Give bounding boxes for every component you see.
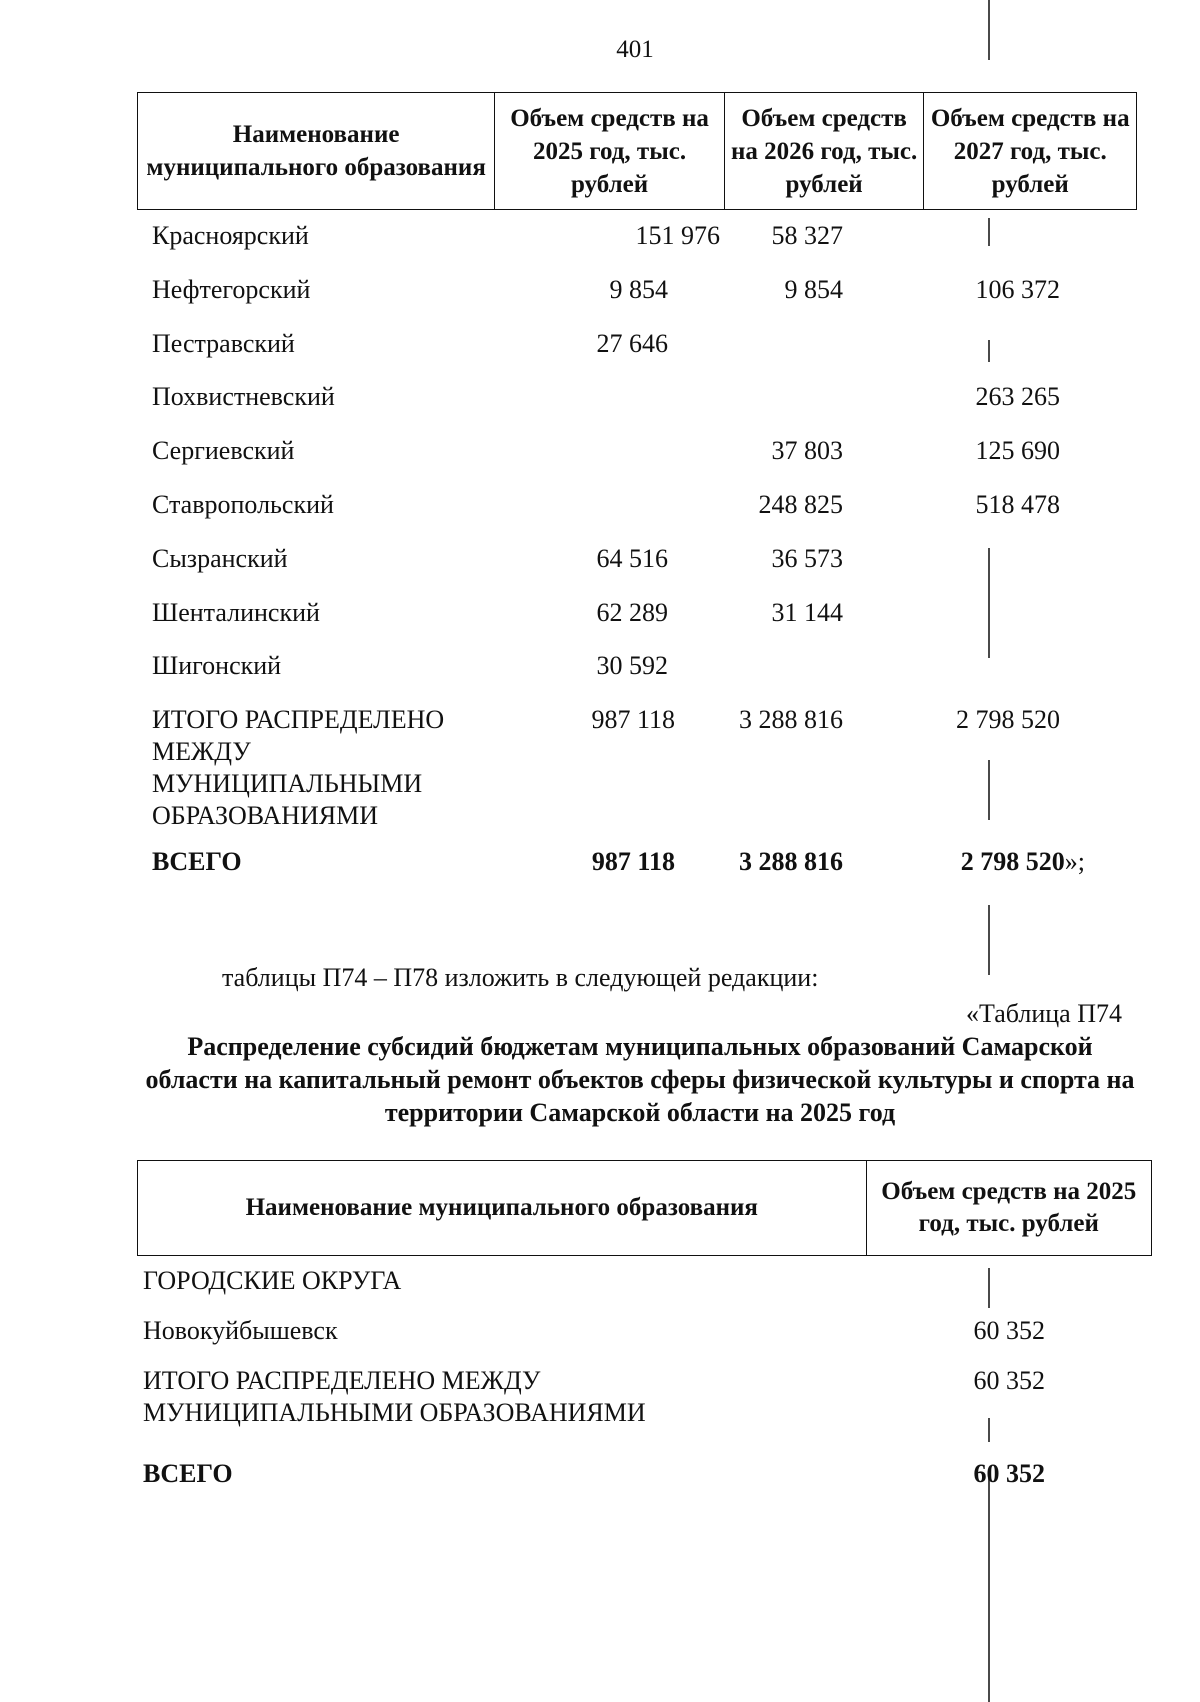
table-row bbox=[0, 1315, 1200, 1365]
value-2026: 37 803 bbox=[771, 436, 843, 466]
page-number: 401 bbox=[616, 36, 654, 63]
grand-total-label: ВСЕГО bbox=[152, 847, 242, 877]
grand-total-2027: 2 798 520 bbox=[960, 847, 1065, 877]
row-name: Нефтегорский bbox=[152, 274, 311, 304]
table1-header-2027: Объем средств на 2027 год, тыс. рублей bbox=[930, 104, 1130, 198]
scan-artifact-line bbox=[988, 905, 990, 975]
row-name: Новокуйбышевск bbox=[143, 1316, 338, 1345]
value-2026: 31 144 bbox=[771, 597, 843, 627]
table-row bbox=[0, 381, 1200, 435]
table1-grand-total bbox=[0, 846, 1200, 886]
value-2027: 2 798 520 bbox=[956, 705, 1060, 735]
row-name: Похвистневский bbox=[152, 382, 335, 412]
section-label: ГОРОДСКИЕ ОКРУГА bbox=[143, 1266, 402, 1295]
table2-header-name: Наименование муниципального образования bbox=[138, 1161, 867, 1255]
table-row bbox=[0, 650, 1200, 704]
row-name: Сергиевский bbox=[152, 436, 295, 466]
value-2025: 151 976 bbox=[635, 221, 720, 250]
table1-header-2025: Объем средств на 2025 год, тыс. рублей bbox=[495, 93, 725, 209]
scan-artifact-line bbox=[988, 1478, 990, 1702]
table-row bbox=[0, 489, 1200, 543]
table2-header bbox=[137, 1160, 1152, 1256]
total-label: ИТОГО РАСПРЕДЕЛЕНО МЕЖДУ МУНИЦИПАЛЬНЫМИ ОБРАЗОВАНИЯМИ bbox=[152, 705, 445, 831]
value-2025: 60 352 bbox=[973, 1316, 1045, 1345]
table1-header-2026: Объем средств на 2026 год, тыс. рублей bbox=[725, 93, 925, 209]
value-2027: 125 690 bbox=[975, 436, 1060, 466]
total-label: ИТОГО РАСПРЕДЕЛЕНО МЕЖДУ МУНИЦИПАЛЬНЫМИ ОБРАЗОВАНИЯМИ bbox=[143, 1366, 646, 1427]
closing-quote-suffix: »; bbox=[1064, 847, 1085, 877]
value-2025: 987 118 bbox=[591, 847, 675, 877]
row-name: Красноярский bbox=[152, 221, 309, 250]
row-name: Ставропольский bbox=[152, 489, 334, 519]
table2-grand-total bbox=[0, 1458, 1200, 1498]
table-row bbox=[0, 274, 1200, 328]
table-title: Распределение субсидий бюджетам муниципальных образований Самарской области на капитальный ремонт объектов сферы физической культуры и спорта на территории Самарской области на 2025 год bbox=[145, 1032, 1135, 1127]
value-2026: 58 327 bbox=[771, 221, 843, 250]
instruction-text: таблицы П74 – П78 изложить в следующей редакции: bbox=[222, 963, 819, 992]
value-2026: 36 573 bbox=[771, 543, 843, 573]
value-2026: 9 854 bbox=[784, 274, 843, 304]
value-2026: 3 288 816 bbox=[739, 847, 843, 877]
table-row bbox=[0, 328, 1200, 382]
table1-header bbox=[137, 92, 1137, 210]
value-2026: 3 288 816 bbox=[739, 705, 843, 735]
row-name: Пестравский bbox=[152, 328, 295, 358]
table-reference: «Таблица П74 bbox=[966, 999, 1122, 1028]
table2-distributed-total bbox=[0, 1365, 1200, 1458]
value-2025: 27 646 bbox=[596, 328, 668, 358]
value-2025: 9 854 bbox=[609, 274, 668, 304]
table-row bbox=[0, 543, 1200, 597]
table1-distributed-total bbox=[0, 704, 1200, 846]
value-2025: 987 118 bbox=[591, 705, 675, 735]
table2-body bbox=[0, 1265, 1200, 1498]
table2-header-2025: Объем средств на 2025 год, тыс. рублей bbox=[881, 1178, 1137, 1237]
value-2027: 106 372 bbox=[975, 274, 1060, 304]
section-row bbox=[0, 1265, 1200, 1315]
row-name: Шенталинский bbox=[152, 597, 320, 627]
value-2026: 248 825 bbox=[758, 489, 843, 519]
table1-body bbox=[0, 220, 1200, 886]
value-2027 bbox=[961, 846, 1085, 878]
table-row bbox=[0, 435, 1200, 489]
table1-header-name: Наименование муниципального образования bbox=[138, 93, 495, 209]
value-2027: 263 265 bbox=[975, 382, 1060, 412]
table-row bbox=[0, 220, 1200, 274]
value-2025: 64 516 bbox=[596, 543, 668, 573]
row-name: Сызранский bbox=[152, 543, 288, 573]
value-2025: 60 352 bbox=[973, 1366, 1045, 1395]
value-2025: 60 352 bbox=[973, 1459, 1045, 1488]
grand-total-label: ВСЕГО bbox=[143, 1459, 233, 1488]
value-2025: 62 289 bbox=[596, 597, 668, 627]
row-name: Шигонский bbox=[152, 651, 282, 681]
value-2027: 518 478 bbox=[975, 489, 1060, 519]
table-row bbox=[0, 597, 1200, 651]
value-2025: 30 592 bbox=[596, 651, 668, 681]
